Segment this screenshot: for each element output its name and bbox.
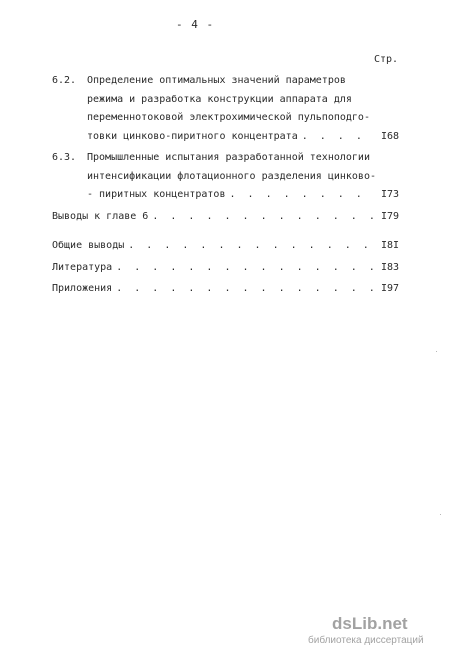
title-line-text: Приложения (52, 283, 113, 294)
watermark (308, 614, 424, 648)
title-line: режима и разработка конструкции аппарата для (87, 93, 352, 105)
title-line (52, 237, 399, 256)
title-line (52, 280, 399, 299)
scan-speck (440, 514, 441, 515)
entry-page-number: I79 (380, 210, 399, 222)
toc-entry-chapter-6-conclusions (52, 208, 399, 227)
entry-page-number: I83 (380, 261, 399, 273)
title-line: Промышленные испытания разработанной технологии (87, 152, 370, 163)
title-line-text: Выводы к главе 6 (52, 210, 149, 222)
page-number: - 4 - (176, 18, 215, 31)
page-column-label: Стр. (374, 54, 399, 65)
toc-entry-general-conclusions (52, 237, 399, 256)
dot-leader (112, 280, 375, 299)
table-of-contents (52, 72, 399, 299)
entry-title (52, 72, 399, 146)
entry-title (52, 280, 399, 299)
title-line: переменнотоковой электрохимической пульпоподго- (87, 112, 370, 123)
entry-title (52, 259, 399, 278)
entry-page-number: I68 (380, 130, 399, 142)
watermark-caption: библиотека диссертаций (308, 635, 424, 646)
dot-leader (112, 259, 375, 278)
entry-page-number: I8I (380, 240, 399, 251)
section-number: 6.2. (52, 75, 77, 86)
dot-leader (298, 128, 375, 147)
title-line (52, 208, 399, 227)
title-line: Определение оптимальных значений параметров (87, 75, 346, 86)
title-line (52, 259, 399, 278)
title-line: интенсификации флотационного разделения цинково- (87, 170, 376, 182)
title-line-text: Общие выводы (52, 240, 125, 251)
toc-entry-6-3 (52, 149, 399, 205)
entry-page-number: I97 (380, 283, 399, 294)
entry-title (52, 149, 399, 205)
dot-leader (148, 208, 375, 227)
toc-entry-appendices (52, 280, 399, 299)
dot-leader (124, 237, 375, 256)
toc-entry-6-2 (52, 72, 399, 146)
title-line (87, 128, 399, 147)
dot-leader (225, 186, 374, 205)
title-line-text: товки цинково-пиритного концентрата (87, 130, 298, 142)
toc-entry-references (52, 259, 399, 278)
section-number: 6.3. (52, 152, 77, 163)
watermark-logo: dsLib.net (332, 614, 408, 633)
scan-speck (436, 351, 437, 352)
entry-page-number: I73 (380, 189, 399, 200)
title-line (87, 186, 399, 205)
entry-title (52, 237, 399, 256)
entry-title (52, 208, 399, 227)
title-line-text: Литература (52, 261, 113, 273)
title-line-text: - пиритных концентратов (87, 189, 226, 200)
